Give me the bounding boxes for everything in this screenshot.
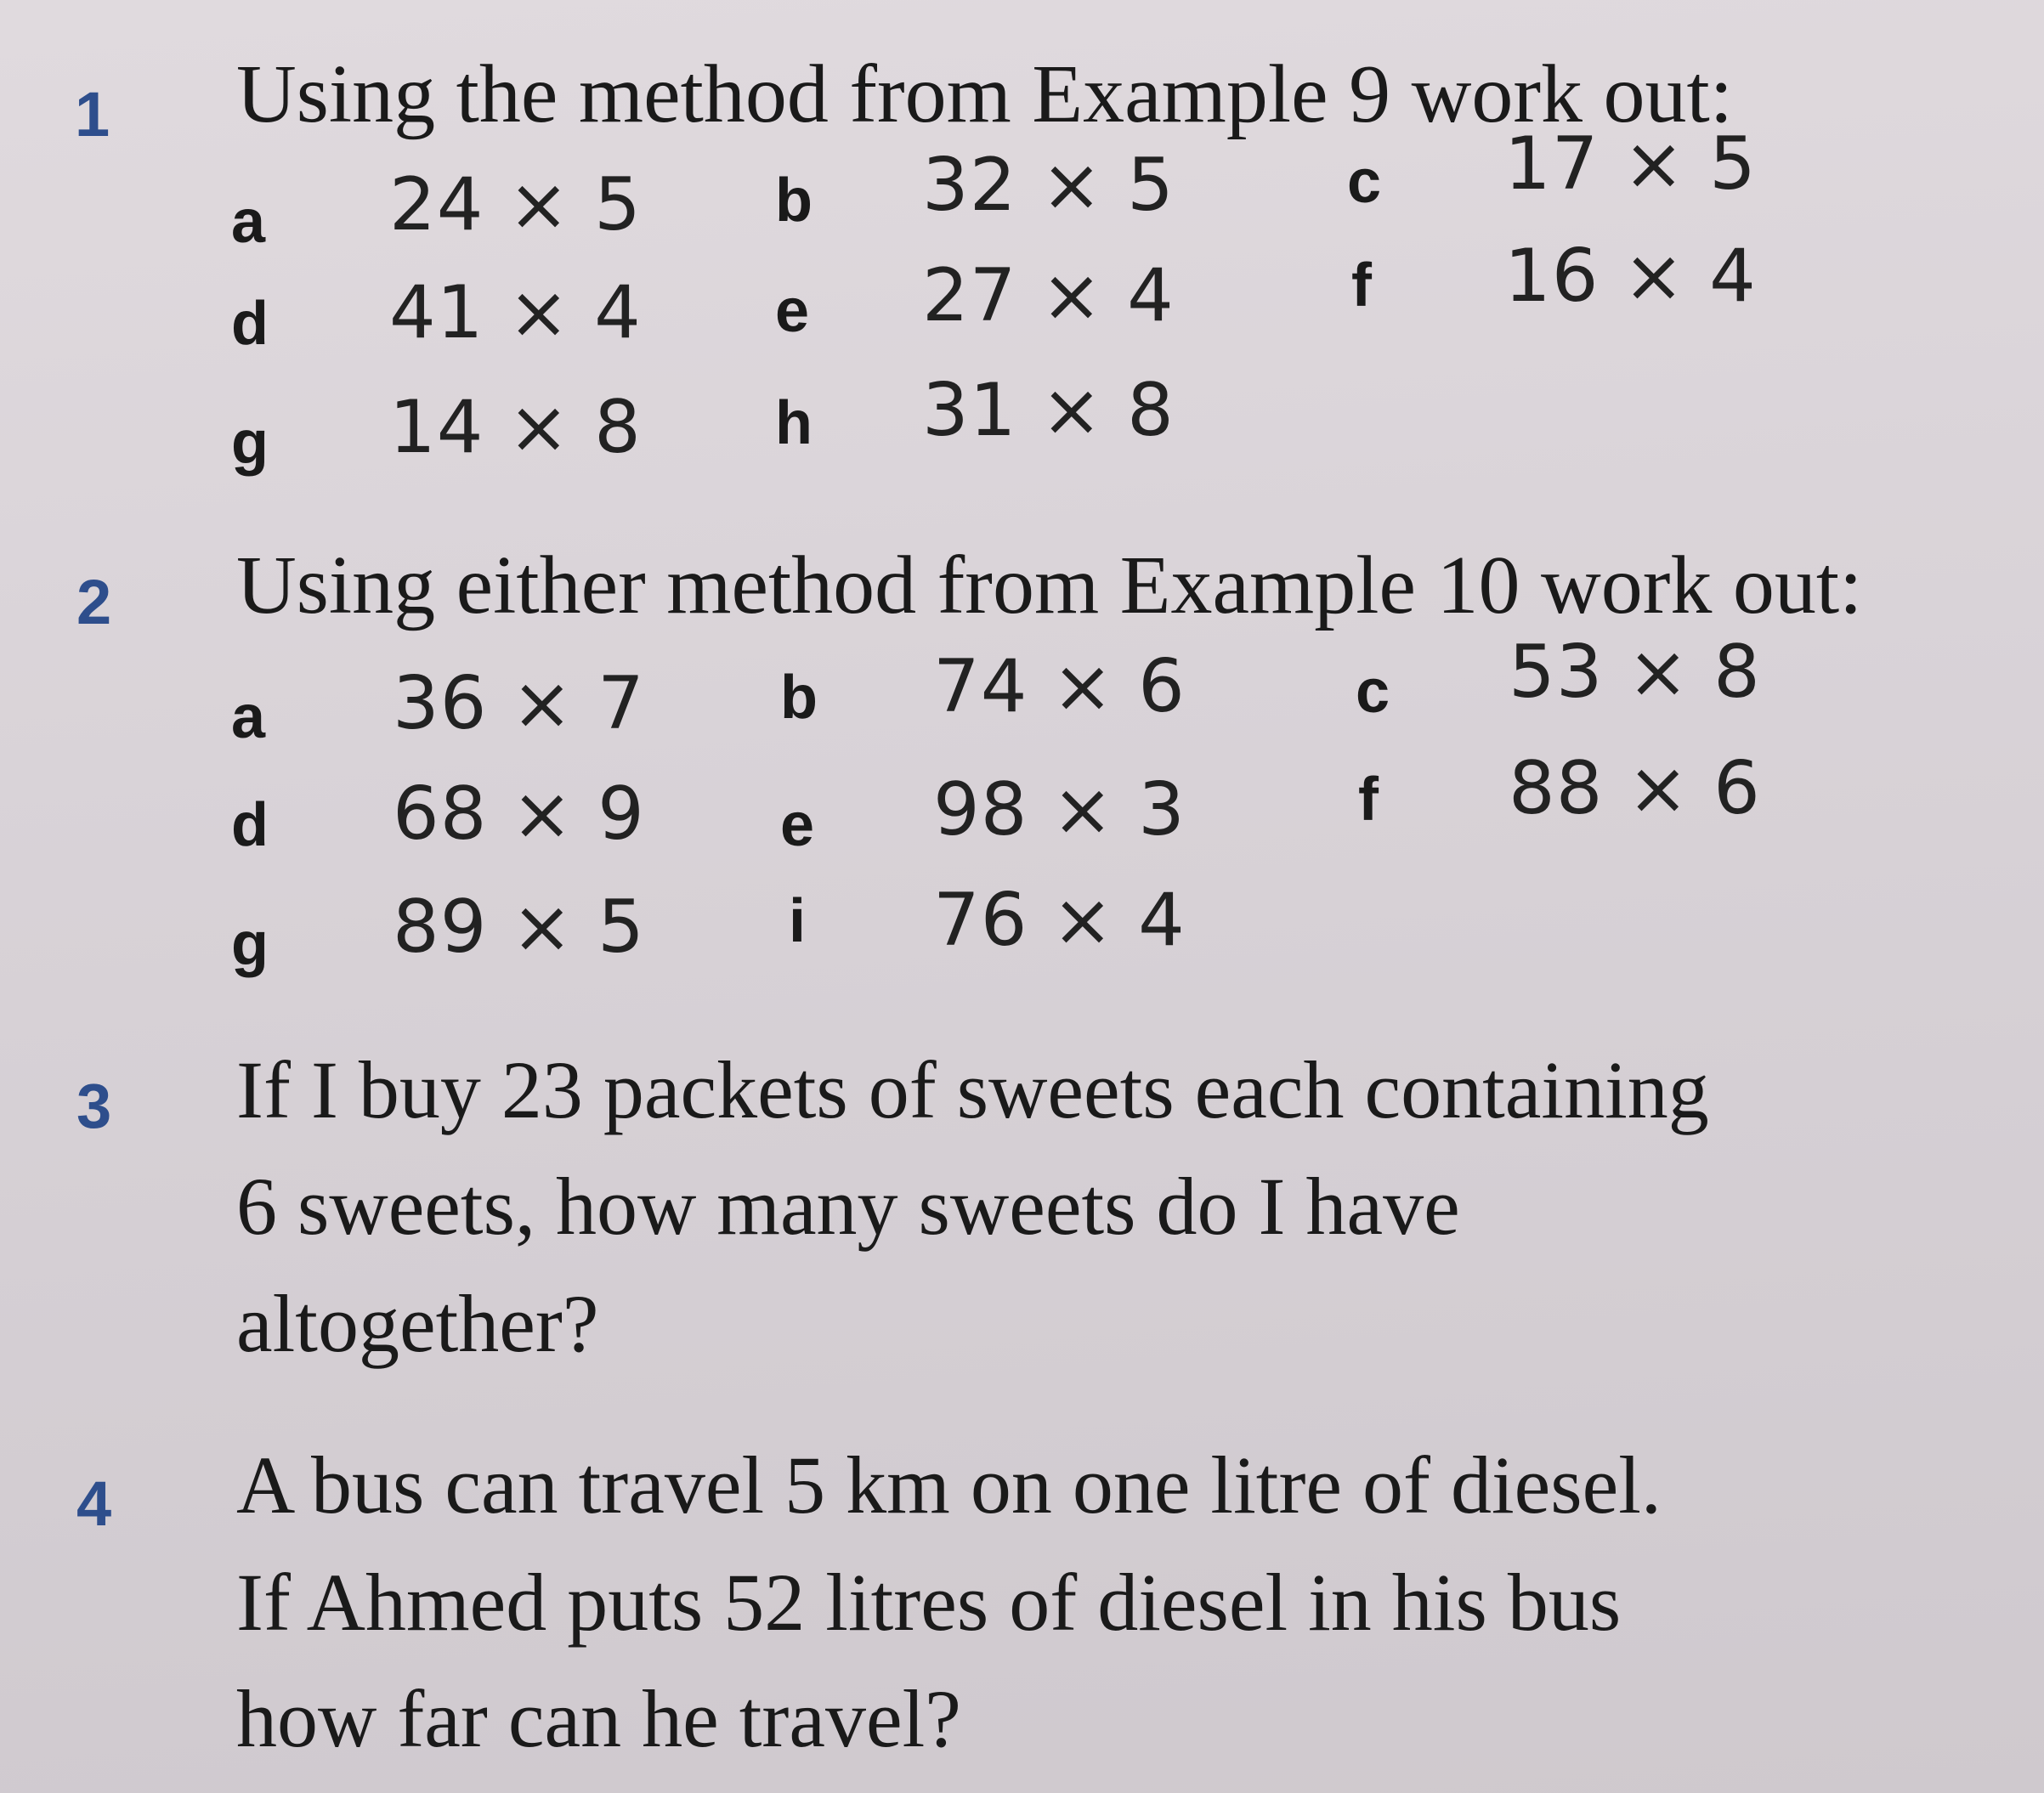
part-letter: f bbox=[1358, 766, 1379, 834]
question-number: 3 bbox=[76, 1071, 112, 1141]
part-letter: a bbox=[231, 188, 266, 256]
part-letter: i bbox=[789, 887, 807, 955]
part-letter: g bbox=[231, 910, 269, 978]
part-expression: 31 × 8 bbox=[922, 368, 1175, 453]
part-letter: g bbox=[231, 409, 269, 477]
question-text-line: If I buy 23 packets of sweets each containing bbox=[236, 1044, 1709, 1135]
question-text-line: If Ahmed puts 52 litres of diesel in his bus bbox=[236, 1557, 1622, 1648]
question-prompt: Using the method from Example 9 work out: bbox=[236, 48, 1733, 140]
question-number: 2 bbox=[76, 567, 112, 637]
question-number: 1 bbox=[75, 79, 110, 150]
part-letter: e bbox=[775, 277, 810, 345]
part-expression: 17 × 5 bbox=[1504, 122, 1757, 206]
part-letter: h bbox=[775, 389, 813, 457]
part-letter: d bbox=[231, 791, 269, 859]
part-expression: 41 × 4 bbox=[389, 270, 642, 355]
part-letter: c bbox=[1356, 658, 1390, 726]
part-letter: b bbox=[780, 664, 818, 732]
part-expression: 98 × 3 bbox=[933, 767, 1186, 852]
part-expression: 36 × 7 bbox=[393, 661, 645, 746]
question-prompt: Using either method from Example 10 work out: bbox=[236, 540, 1863, 631]
part-expression: 76 × 4 bbox=[933, 878, 1186, 963]
part-letter: b bbox=[775, 167, 813, 235]
part-expression: 27 × 4 bbox=[922, 253, 1175, 338]
part-expression: 68 × 9 bbox=[393, 772, 645, 857]
question-text-line: how far can he travel? bbox=[236, 1673, 961, 1764]
part-expression: 32 × 5 bbox=[922, 143, 1175, 228]
part-expression: 16 × 4 bbox=[1504, 234, 1757, 319]
question-text-line: altogether? bbox=[236, 1278, 599, 1369]
part-expression: 24 × 5 bbox=[389, 162, 642, 247]
part-letter: f bbox=[1351, 252, 1372, 320]
part-letter: c bbox=[1347, 148, 1382, 216]
part-expression: 89 × 5 bbox=[393, 885, 645, 970]
part-expression: 53 × 8 bbox=[1509, 630, 1761, 715]
part-letter: e bbox=[780, 791, 815, 859]
question-text-line: A bus can travel 5 km on one litre of diesel. bbox=[236, 1439, 1662, 1530]
question-number: 4 bbox=[76, 1468, 112, 1539]
part-letter: a bbox=[231, 683, 266, 751]
question-text-line: 6 sweets, how many sweets do I have bbox=[236, 1161, 1460, 1252]
part-expression: 74 × 6 bbox=[933, 644, 1186, 729]
part-expression: 14 × 8 bbox=[389, 385, 642, 470]
part-letter: d bbox=[231, 290, 269, 358]
part-expression: 88 × 6 bbox=[1509, 746, 1761, 831]
